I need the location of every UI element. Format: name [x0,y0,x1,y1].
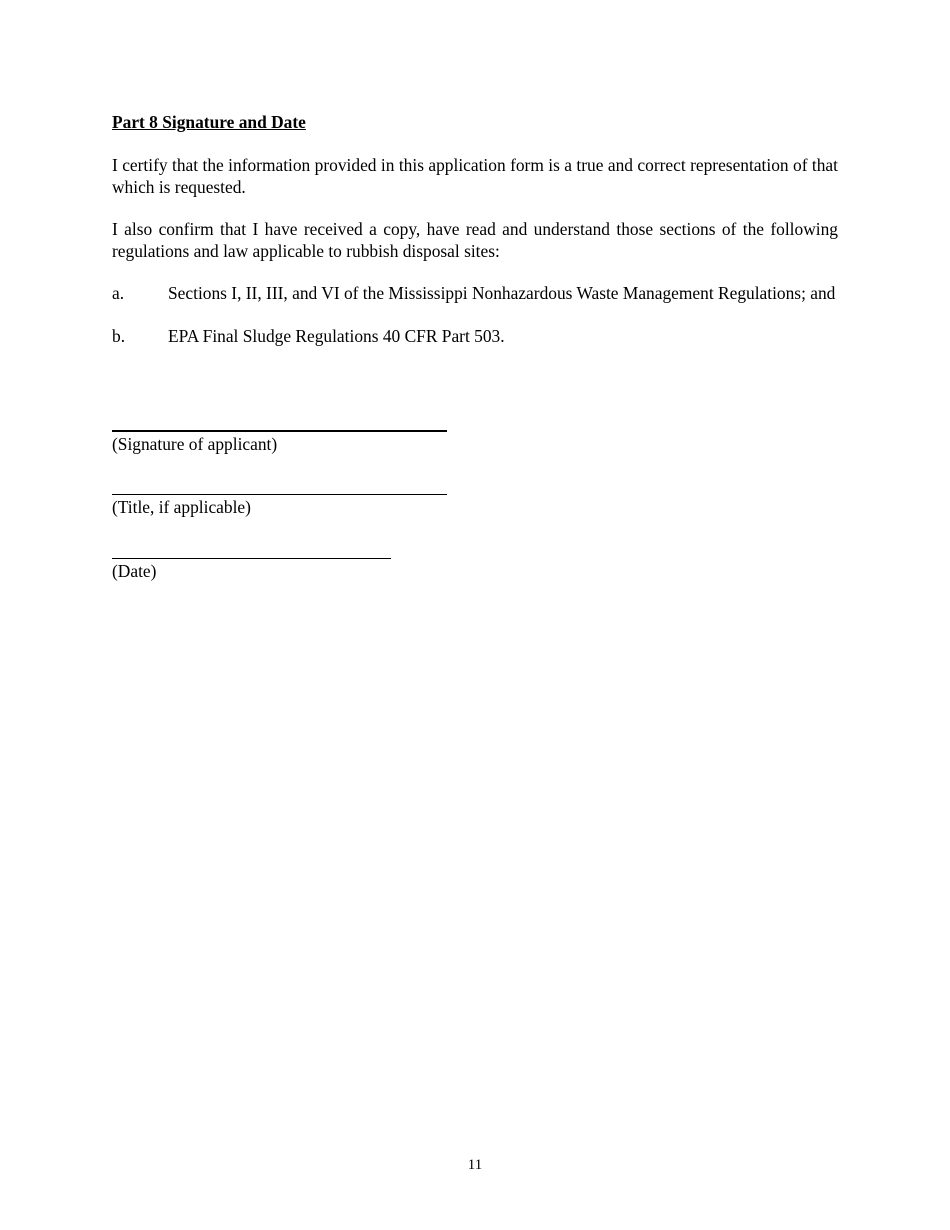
document-body [112,112,838,347]
date-field [112,558,391,583]
list-marker: a. [112,283,125,303]
regulations-list [112,283,838,347]
list-item-text: EPA Final Sludge Regulations 40 CFR Part 503. [168,325,505,346]
title-label: (Title, if applicable) [112,497,251,517]
page-number: 11 [467,1157,483,1173]
list-marker: b. [112,325,126,346]
signature-field [112,430,447,456]
title-field [112,494,447,519]
date-label: (Date) [112,561,157,581]
list-item [112,283,838,305]
list-item [112,326,838,348]
section-heading: Part 8 Signature and Date [112,112,306,132]
date-line[interactable] [112,558,391,559]
certification-paragraph: I certify that the information provided in this application form is a true and correct representation of that which is requested. [112,155,838,197]
signature-label: (Signature of applicant) [112,434,278,454]
list-item-text: Sections I, II, III, and VI of the Mississippi Nonhazardous Waste Management Regulations; and [168,283,836,303]
confirmation-paragraph: I also confirm that I have received a copy, have read and understand those sections of the following regulations and law applicable to rubbish disposal sites: [112,219,838,261]
signature-line[interactable] [112,430,447,432]
title-line[interactable] [112,494,447,495]
